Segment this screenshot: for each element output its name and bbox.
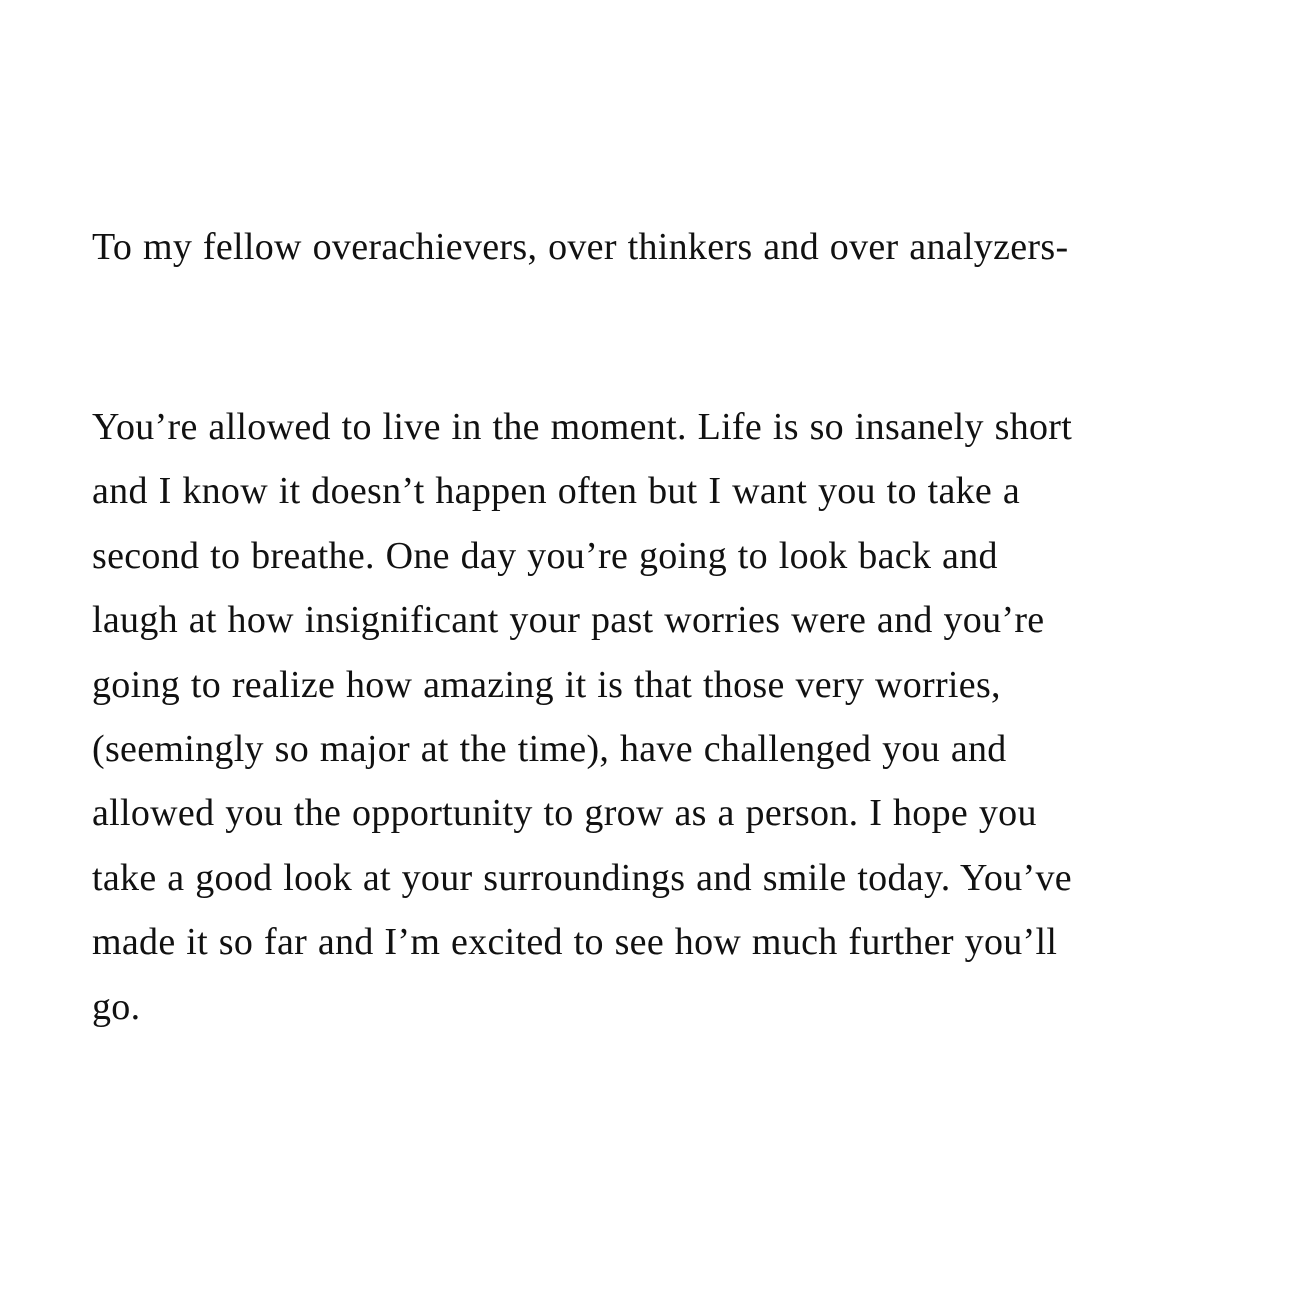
body-line: go. bbox=[92, 985, 141, 1028]
note-body bbox=[92, 395, 1072, 1039]
salutation-line: To my fellow overachievers, over thinkers and over analyzers- bbox=[92, 226, 1069, 268]
body-line: laugh at how insignificant your past worries were and you’re bbox=[92, 599, 1045, 642]
body-line: allowed you the opportunity to grow as a person. I hope you bbox=[92, 792, 1037, 835]
body-line: take a good look at your surroundings and smile today. You’ve bbox=[92, 856, 1072, 899]
body-line: going to realize how amazing it is that those very worries, bbox=[92, 663, 1001, 706]
body-line: made it so far and I’m excited to see how much further you’ll bbox=[92, 921, 1058, 964]
body-line: second to breathe. One day you’re going to look back and bbox=[92, 534, 998, 577]
body-line: You’re allowed to live in the moment. Life is so insanely short bbox=[92, 406, 1073, 448]
body-line: (seemingly so major at the time), have challenged you and bbox=[92, 727, 1007, 770]
body-line: and I know it doesn’t happen often but I want you to take a bbox=[92, 470, 1021, 513]
